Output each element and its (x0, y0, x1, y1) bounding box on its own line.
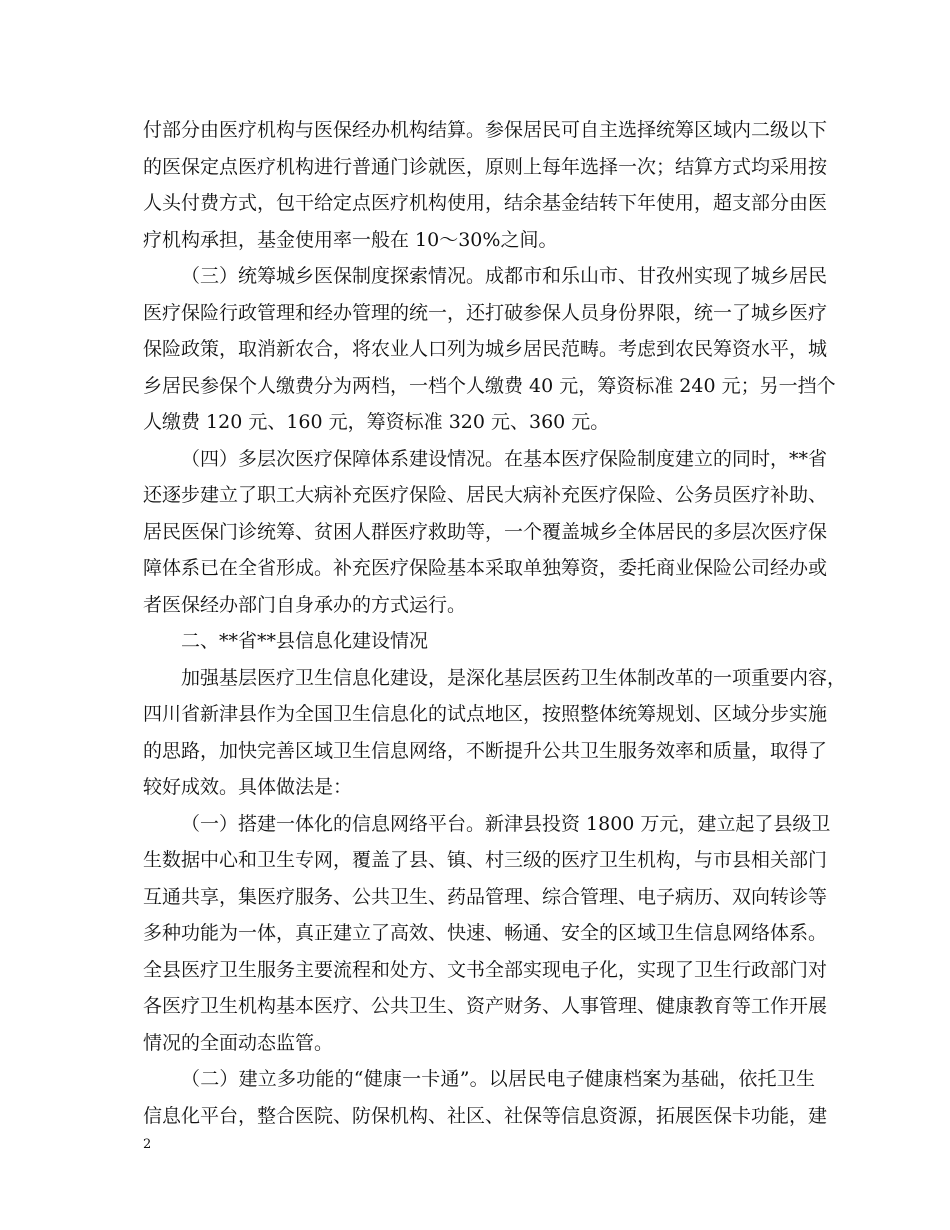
paragraph-line: （三）统筹城乡医保制度探索情况。成都市和乐山市、甘孜州实现了城乡居民 (181, 265, 828, 287)
paragraph-line: （一）搭建一体化的信息网络平台。新津县投资 1800 万元，建立起了县级卫 (181, 812, 831, 835)
paragraph-line: 乡居民参保个人缴费分为两档，一档个人缴费 40 元，筹资标准 240 元；另一挡个 (143, 374, 836, 397)
paragraph-line: 障体系已在全省形成。补充医疗保险基本采取单独筹资，委托商业保险公司经办或 (143, 557, 828, 579)
paragraph-last-line: 情况的全面动态监管。 (143, 1031, 334, 1054)
paragraph-line: 全县医疗卫生服务主要流程和处方、文书全部实现电子化，实现了卫生行政部门对 (143, 958, 828, 981)
paragraph-line: 互通共享，集医疗服务、公共卫生、药品管理、综合管理、电子病历、双向转诊等 (143, 885, 828, 908)
paragraph-line: 保险政策，取消新农合，将农业人口列为城乡居民范畴。考虑到农民筹资水平，城 (143, 338, 828, 360)
paragraph-line: 付部分由医疗机构与医保经办机构结算。参保居民可自主选择统筹区域内二级以下 (143, 119, 828, 141)
paragraph-line: 生数据中心和卫生专网，覆盖了县、镇、村三级的医疗卫生机构，与市县相关部门 (143, 849, 828, 871)
paragraph-last-line: 疗机构承担，基金使用率一般在 10～30%之间。 (143, 228, 558, 251)
paragraph-line: 四川省新津县作为全国卫生信息化的试点地区，按照整体统筹规划、区域分步实施 (143, 703, 828, 725)
paragraph-last-line: 者医保经办部门自身承办的方式运行。 (143, 593, 467, 616)
paragraph-last-line: 二、**省**县信息化建设情况 (181, 630, 429, 652)
paragraph-line: 多种功能为一体，真正建立了高效、快速、畅通、安全的区域卫生信息网络体系。 (143, 922, 828, 944)
document-body (143, 112, 847, 1134)
page-number: 2 (143, 1137, 152, 1152)
paragraph-line: 各医疗卫生机构基本医疗、公共卫生、资产财务、人事管理、健康教育等工作开展 (143, 995, 828, 1017)
paragraph-line: 信息化平台，整合医院、防保机构、社区、社保等信息资源，拓展医保卡功能，建 (143, 1104, 828, 1127)
paragraph-line: 人头付费方式，包干给定点医疗机构使用，结余基金结转下年使用，超支部分由医 (143, 192, 828, 214)
paragraph-line: 的医保定点医疗机构进行普通门诊就医，原则上每年选择一次；结算方式均采用按 (143, 155, 828, 178)
paragraph-last-line: 较好成效。具体做法是： (143, 776, 353, 798)
paragraph-line: 居民医保门诊统筹、贫困人群医疗救助等，一个覆盖城乡全体居民的多层次医疗保 (143, 520, 828, 543)
paragraph-line: 的思路，加快完善区域卫生信息网络，不断提升公共卫生服务效率和质量，取得了 (143, 739, 828, 762)
paragraph-line: 加强基层医疗卫生信息化建设，是深化基层医药卫生体制改革的一项重要内容， (181, 666, 847, 689)
paragraph-last-line: 人缴费 120 元、160 元，筹资标准 320 元、360 元。 (143, 411, 610, 433)
paragraph-line: （二）建立多功能的“健康一卡通”。以居民电子健康档案为基础，依托卫生 (181, 1068, 815, 1090)
paragraph-line: 医疗保险行政管理和经办管理的统一，还打破参保人员身份界限，统一了城乡医疗 (143, 301, 828, 324)
paragraph-line: 还逐步建立了职工大病补充医疗保险、居民大病补充医疗保险、公务员医疗补助、 (143, 484, 828, 506)
paragraph-line: （四）多层次医疗保障体系建设情况。在基本医疗保险制度建立的同时，**省 (181, 447, 828, 470)
